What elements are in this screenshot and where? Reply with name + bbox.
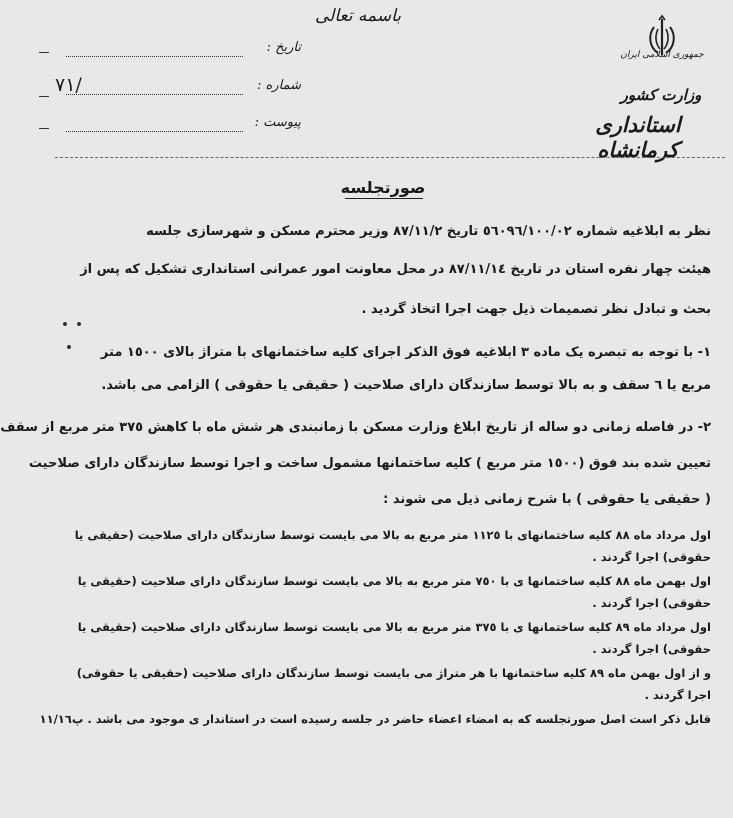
schedule-line: اول مرداد ماه ٨٩ کلیه ساختمانها ی با ٣٧٥ متر مربع به بالا می بایست توسط سازندگان دارای صلاحیت (حقیقی یا bbox=[77, 620, 711, 634]
attachment-label: پیوست : bbox=[254, 115, 301, 130]
attachment-field bbox=[51, 115, 301, 135]
governorate-caption: استانداری کرمانشاه bbox=[595, 112, 681, 162]
header-divider bbox=[55, 157, 725, 158]
margin-dot bbox=[63, 322, 67, 326]
republic-caption: جمهوری اسلامی ایران bbox=[620, 50, 704, 60]
schedule-line: اجرا گردند . bbox=[644, 688, 711, 702]
date-line bbox=[66, 56, 243, 57]
schedule-line: و از اول بهمن ماه ٨٩ کلیه ساختمانها با هر متراژ می بایست توسط سازندگان دارای صلاحیت (حقیقی یا حقوقی) bbox=[76, 666, 711, 680]
item2-line: تعیین شده بند فوق (١٥٠٠ متر مربع ) کلیه ساختمانها مشمول ساخت و اجرا توسط سازندگان دارای صلاحیت bbox=[28, 456, 711, 471]
schedule-line: حقوقی) اجرا گردند . bbox=[592, 642, 711, 656]
title-underline bbox=[345, 198, 423, 199]
intro-line: نظر به ابلاغیه شماره ٥٦٠٩٦/١٠٠/٠٢ تاریخ ٨٧/١١/٢ وزیر محترم مسکن و شهرسازی جلسه bbox=[146, 224, 711, 239]
number-line bbox=[66, 94, 243, 95]
closing-note: قابل ذکر است اصل صورتجلسه که به امضاء اعضاء حاضر در جلسه رسیده است در استاندار ی موجود می باشد . پ١١/١٦ bbox=[39, 712, 711, 726]
date-field bbox=[51, 40, 301, 60]
margin-dot bbox=[77, 322, 81, 326]
attachment-line bbox=[66, 131, 243, 132]
document-title: صورتجلسه bbox=[340, 178, 426, 197]
schedule-line: حقوقی) اجرا گردند . bbox=[592, 596, 711, 610]
intro-line: بحث و تبادل نظر تصمیمات ذیل جهت اجرا اتخاذ گردید . bbox=[361, 302, 711, 317]
ministry-caption: وزارت کشور bbox=[620, 86, 702, 104]
item2-line: ۲- در فاصله زمانی دو ساله از تاریخ ابلاغ وزارت مسکن با زمانبندی هر شش ماه با کاهش ٣٧٥ متر مربع از سقف bbox=[0, 420, 711, 435]
intro-line: هیئت چهار نفره استان در تاریخ ٨٧/١١/١٤ در محل معاونت امور عمرانی استانداری تشکیل که پس از bbox=[80, 262, 711, 277]
schedule-line: اول مرداد ماه ٨٨ کلیه ساختمانهای با ١١٢٥ متر مربع به بالا می بایست توسط سازندگان دارای صلاحیت (حقیقی یا bbox=[74, 528, 711, 542]
margin-tick bbox=[39, 128, 49, 129]
number-value: ٧١/ bbox=[55, 74, 82, 96]
margin-tick bbox=[39, 96, 49, 97]
schedule-line: حقوقی) اجرا گردند . bbox=[592, 550, 711, 564]
date-label: تاریخ : bbox=[266, 40, 301, 55]
item1-line: ۱- با توجه به تبصره یک ماده ٣ ابلاغیه فوق الذکر اجرای کلیه ساختمانهای با متراژ بالای ١٥٠٠ متر bbox=[100, 345, 711, 360]
margin-tick bbox=[39, 52, 49, 53]
number-label: شماره : bbox=[257, 78, 301, 93]
basmeh-heading: باسمه تعالی bbox=[315, 6, 401, 26]
number-field bbox=[51, 74, 301, 98]
margin-dot bbox=[67, 345, 71, 349]
schedule-line: اول بهمن ماه ٨٨ کلیه ساختمانها ی با ٧٥٠ متر مربع به بالا می بایست توسط سازندگان دارای صلاحیت (حقیقی یا bbox=[77, 574, 711, 588]
item1-line: مربع یا ٦ سقف و به بالا توسط سازندگان دارای صلاحیت ( حقیقی یا حقوقی ) الزامی می باشد. bbox=[101, 378, 711, 393]
item2-line: ( حقیقی یا حقوقی ) با شرح زمانی ذیل می شوند : bbox=[383, 492, 711, 507]
